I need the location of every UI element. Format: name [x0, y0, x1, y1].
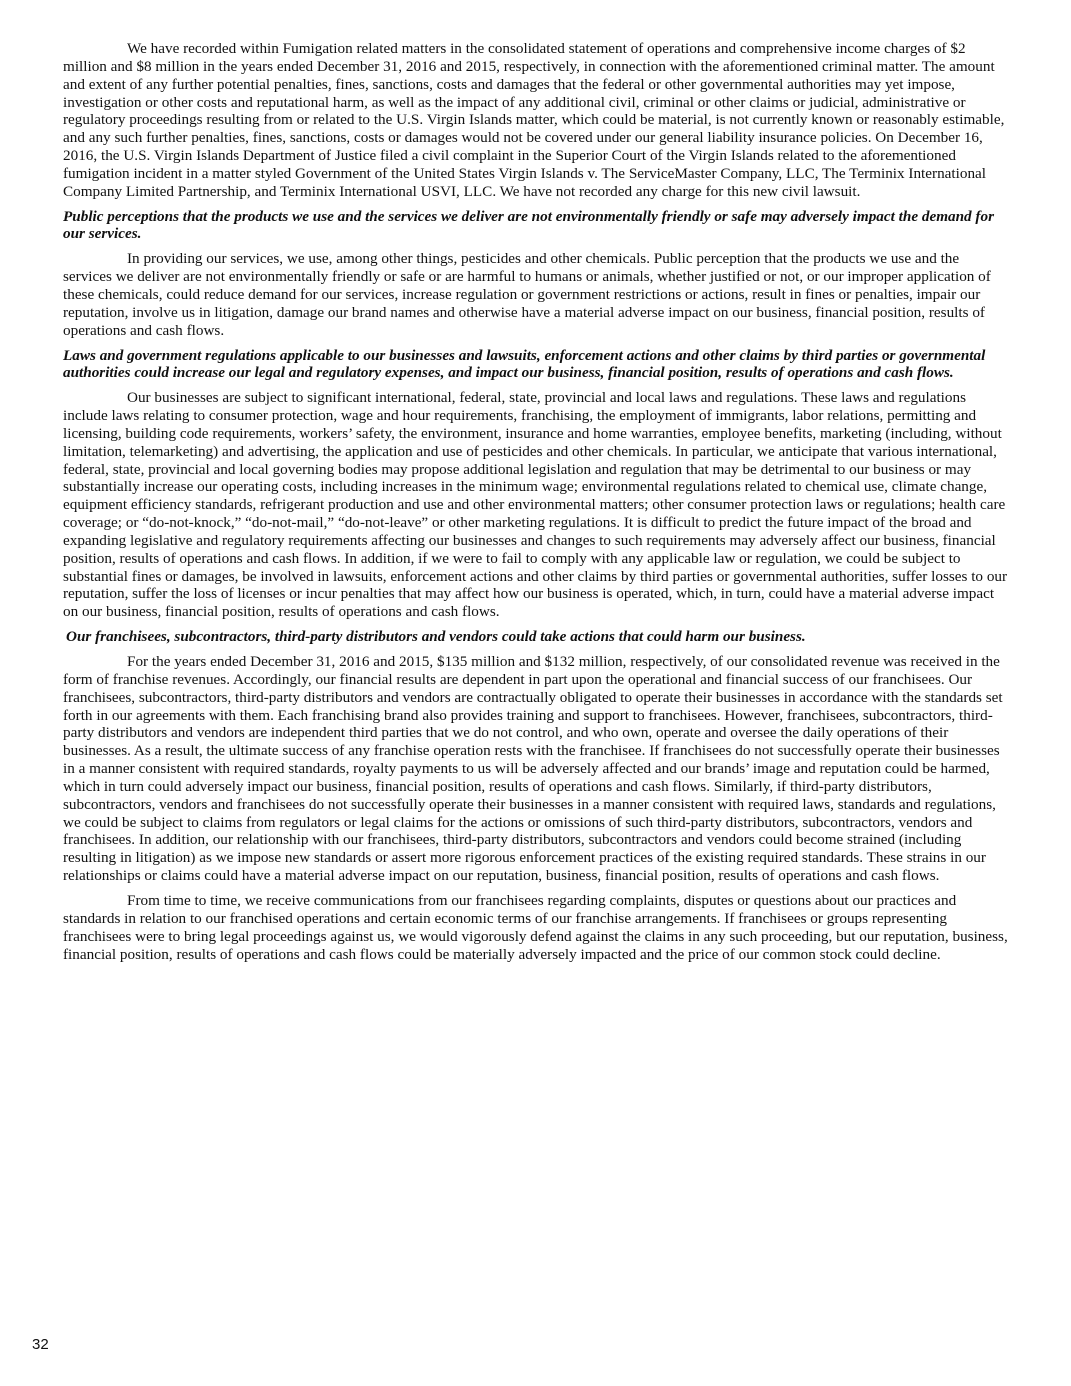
- heading-laws-regulations: Laws and government regulations applicable to our businesses and lawsuits, enforcement actions and other claims by third parties or governmental authorities could increase our legal and regulatory expenses, and impact our business, financial position, results of operations and cash flows.: [63, 346, 986, 382]
- paragraph-franchise-revenue: For the years ended December 31, 2016 and 2015, $135 million and $132 million, respectively, of our consolidated revenue was received in the form of franchise revenues. Accordingly, our financial results are dependent in part upon the operational and financial success of our franchisees. Our franchisees, subcontractors, third-party distributors and vendors are contractually obligated to operate their businesses in accordance with the standards set forth in our agreements with them. Each franchising brand also provides training and support to franchisees. However, franchisees, subcontractors, third-party distributors and vendors are independent third parties that we do not control, and who own, operate and oversee the daily operations of their businesses. As a result, the ultimate success of any franchise operation rests with the franchisee. If franchisees do not successfully operate their businesses in a manner consistent with required standards, royalty payments to us will be adversely affected and our brands’ image and reputation could be harmed, which in turn could adversely impact our business, financial position, results of operations and cash flows. Similarly, if third-party distributors, subcontractors, vendors and franchisees do not successfully operate their businesses in a manner consistent with required laws, standards and regulations, we could be subject to claims from regulators or legal claims for the actions or omissions of such third-party distributors, subcontractors, vendors and franchisees. In addition, our relationship with our franchisees, third-party distributors, subcontractors and vendors could become strained (including resulting in litigation) as we impose new standards or assert more rigorous enforcement practices of the existing required standards. These strains in our relationships or claims could have a material adverse impact on our reputation, business, financial position, results of operations and cash flows.: [63, 653, 1003, 885]
- paragraph-franchisee-communications: From time to time, we receive communications from our franchisees regarding complaints, disputes or questions about our practices and standards in relation to our franchised operations and certain economic terms of our franchise arrangements. If franchisees or groups representing franchisees were to bring legal proceedings against us, we would vigorously defend against the claims in any such proceeding, but our reputation, business, financial position, results of operations and cash flows could be materially adversely impacted and the price of our common stock could decline.: [63, 891, 1008, 963]
- paragraph-public-perceptions: In providing our services, we use, among other things, pesticides and other chemicals. Public perception that the products we use and the services we deliver are not environmentally friendly or safe or are harmful to humans or animals, whether justified or not, or our improper application of these chemicals, could reduce demand for our services, increase regulation or government restrictions or actions, result in fines or penalties, impair our reputation, involve us in litigation, damage our brand names and otherwise have a material adverse impact on our business, financial position, results of operations and cash flows.: [63, 250, 991, 339]
- paragraph-fumigation-charges: We have recorded within Fumigation related matters in the consolidated statement of operations and comprehensive income charges of $2 million and $8 million in the years ended December 31, 2016 and 2015, respectively, in connection with the aforementioned criminal matter. The amount and extent of any further potential penalties, fines, sanctions, costs and damages that the federal or other governmental authorities may yet impose, investigation or other costs and reputational harm, as well as the impact of any additional civil, criminal or other claims or judicial, administrative or regulatory proceedings resulting from or related to the U.S. Virgin Islands matter, which could be material, is not currently known or reasonably estimable, and any such further penalties, fines, sanctions, costs or damages would not be covered under our general liability insurance policies. On December 16, 2016, the U.S. Virgin Islands Department of Justice filed a civil complaint in the Superior Court of the Virgin Islands related to the aforementioned fumigation incident in a matter styled Government of the United States Virgin Islands v. The ServiceMaster Company, LLC, The Terminix International Company Limited Partnership, and Terminix International USVI, LLC. We have not recorded any charge for this new civil lawsuit.: [63, 40, 1005, 200]
- document-page: [63, 40, 1011, 970]
- heading-public-perceptions: Public perceptions that the products we use and the services we deliver are not environmentally friendly or safe may adversely impact the demand for our services.: [63, 207, 994, 243]
- heading-franchisees: Our franchisees, subcontractors, third-party distributors and vendors could take actions that could harm our business.: [66, 628, 806, 646]
- page-number: 32: [32, 1336, 49, 1353]
- paragraph-laws-regulations: Our businesses are subject to significant international, federal, state, provincial and local laws and regulations. These laws and regulations include laws relating to consumer protection, wage and hour requirements, franchising, the employment of immigrants, labor relations, permitting and licensing, building code requirements, workers’ safety, the environment, insurance and home warranties, employee benefits, marketing (including, without limitation, telemarketing) and advertising, the application and use of pesticides and other chemicals. In particular, we anticipate that various international, federal, state, provincial and local governing bodies may propose additional legislation and regulation that may be detrimental to our business or may substantially increase our operating costs, including increases in the minimum wage; environmental regulations related to chemical use, climate change, equipment efficiency standards, refrigerant production and use and other environmental matters; other consumer protection laws or regulations; health care coverage; or “do-not-knock,” “do-not-mail,” “do-not-leave” or other marketing regulations. It is difficult to predict the future impact of the broad and expanding legislative and regulatory requirements affecting our businesses and changes to such requirements may adversely affect our business, financial position, results of operations and cash flows. In addition, if we were to fail to comply with any applicable law or regulation, we could be subject to substantial fines or damages, be involved in lawsuits, enforcement actions and other claims by third parties or governmental authorities, suffer losses to our reputation, suffer the loss of licenses or incur penalties that may affect how our business is operated, which, in turn, could have a material adverse impact on our business, financial position, results of operations and cash flows.: [63, 389, 1008, 621]
